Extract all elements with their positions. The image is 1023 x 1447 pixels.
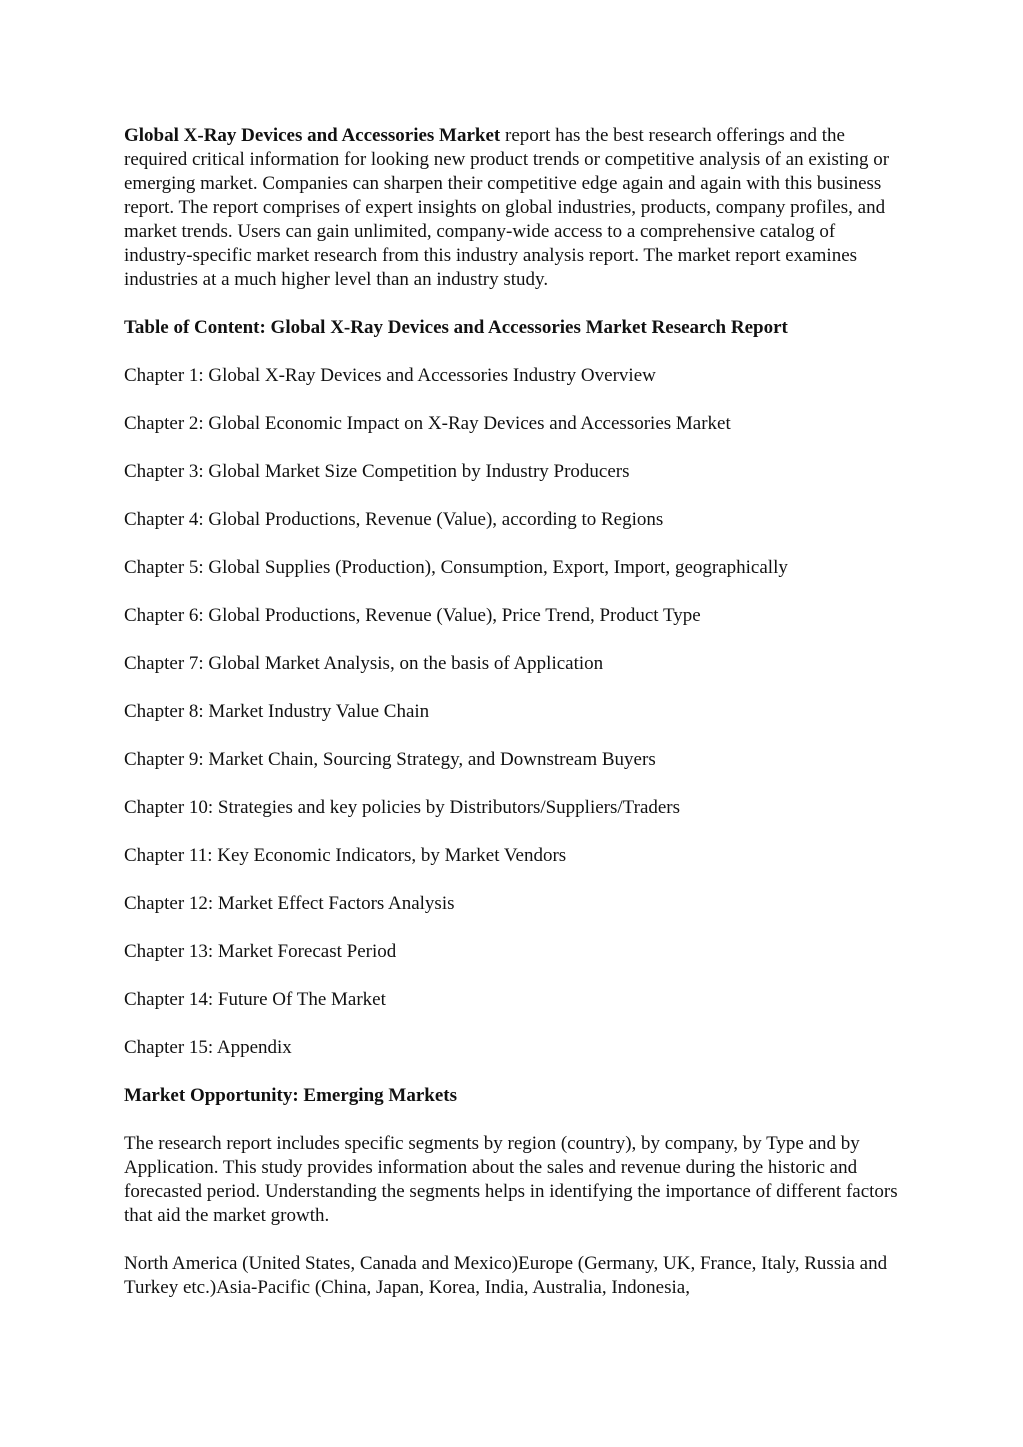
chapter-item: Chapter 5: Global Supplies (Production), Consumption, Export, Import, geographically [124, 557, 788, 578]
chapter-item: Chapter 14: Future Of The Market [124, 989, 386, 1010]
chapter-item: Chapter 6: Global Productions, Revenue (Value), Price Trend, Product Type [124, 605, 701, 626]
chapter-item: Chapter 10: Strategies and key policies by Distributors/Suppliers/Traders [124, 797, 681, 818]
chapter-item: Chapter 8: Market Industry Value Chain [124, 701, 430, 722]
chapter-item: Chapter 12: Market Effect Factors Analysis [124, 893, 455, 914]
opportunity-heading: Market Opportunity: Emerging Markets [124, 1085, 457, 1106]
chapter-item: Chapter 4: Global Productions, Revenue (Value), according to Regions [124, 509, 664, 530]
chapter-item: Chapter 15: Appendix [124, 1037, 292, 1058]
chapter-item: Chapter 13: Market Forecast Period [124, 941, 397, 962]
intro-bold-title: Global X-Ray Devices and Accessories Market [124, 125, 501, 146]
chapter-list [124, 364, 904, 1060]
intro-paragraph [124, 124, 904, 292]
toc-heading: Table of Content: Global X-Ray Devices and Accessories Market Research Report [124, 317, 788, 338]
chapter-item: Chapter 7: Global Market Analysis, on the basis of Application [124, 653, 604, 674]
regions-paragraph: North America (United States, Canada and Mexico)Europe (Germany, UK, France, Italy, Russia and Turkey etc.)Asia-Pacific (China, Japan, Korea, India, Australia, Indonesia, [124, 1253, 888, 1298]
opportunity-paragraph: The research report includes specific segments by region (country), by company, by Type and by Application. This study provides information about the sales and revenue during the historic and forecasted period. Understanding the segments helps in identifying the importance of different factors that aid the market growth. [124, 1133, 898, 1226]
chapter-item: Chapter 3: Global Market Size Competition by Industry Producers [124, 461, 630, 482]
intro-text: report has the best research offerings and the required critical information for looking new product trends or competitive analysis of an existing or emerging market. Companies can sharpen their competitive edge again and again with this business report. The report comprises of expert insights on global industries, products, company profiles, and market trends. Users can gain unlimited, company-wide access to a comprehensive catalog of industry-specific market research from this industry analysis report. The market report examines industries at a much higher level than an industry study. [124, 125, 890, 290]
chapter-item: Chapter 2: Global Economic Impact on X-Ray Devices and Accessories Market [124, 413, 731, 434]
chapter-item: Chapter 11: Key Economic Indicators, by Market Vendors [124, 845, 567, 866]
chapter-item: Chapter 9: Market Chain, Sourcing Strategy, and Downstream Buyers [124, 749, 656, 770]
document-page [124, 124, 904, 1324]
chapter-item: Chapter 1: Global X-Ray Devices and Accessories Industry Overview [124, 365, 656, 386]
